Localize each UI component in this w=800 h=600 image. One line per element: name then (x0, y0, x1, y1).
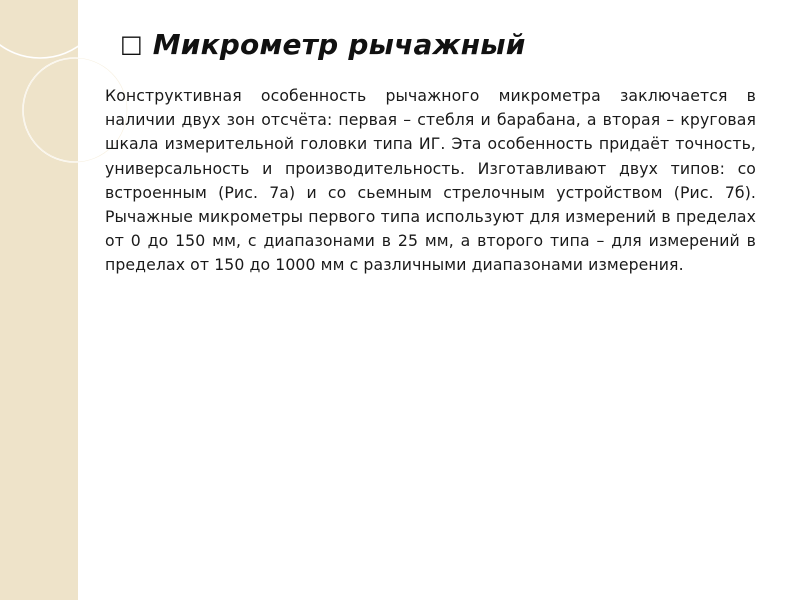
square-bullet-icon: □ (120, 30, 143, 58)
ring-outer (0, 0, 108, 58)
slide-body-text: Конструктивная особенность рычажного микрометра заключается в наличии двух зон отсчёта: первая – стебля и барабана, а вторая – круговая шкала измерительной головки типа ИГ. Эта особенность придаёт точность, универсальность и производительность. Изготавливают двух типов: со встроенным (Рис. 7а) и со сьемным стрелочным устройством (Рис. 7б). Рычажные микрометры первого типа используют для измерений в пределах от 0 до 150 мм, с диапазонами в 25 мм, а второго типа – для измерений в пределах от 150 до 1000 мм с различными диапазонами измерения. (105, 86, 756, 275)
slide-title: Микрометр рычажный (152, 27, 526, 61)
title-row (120, 22, 526, 66)
